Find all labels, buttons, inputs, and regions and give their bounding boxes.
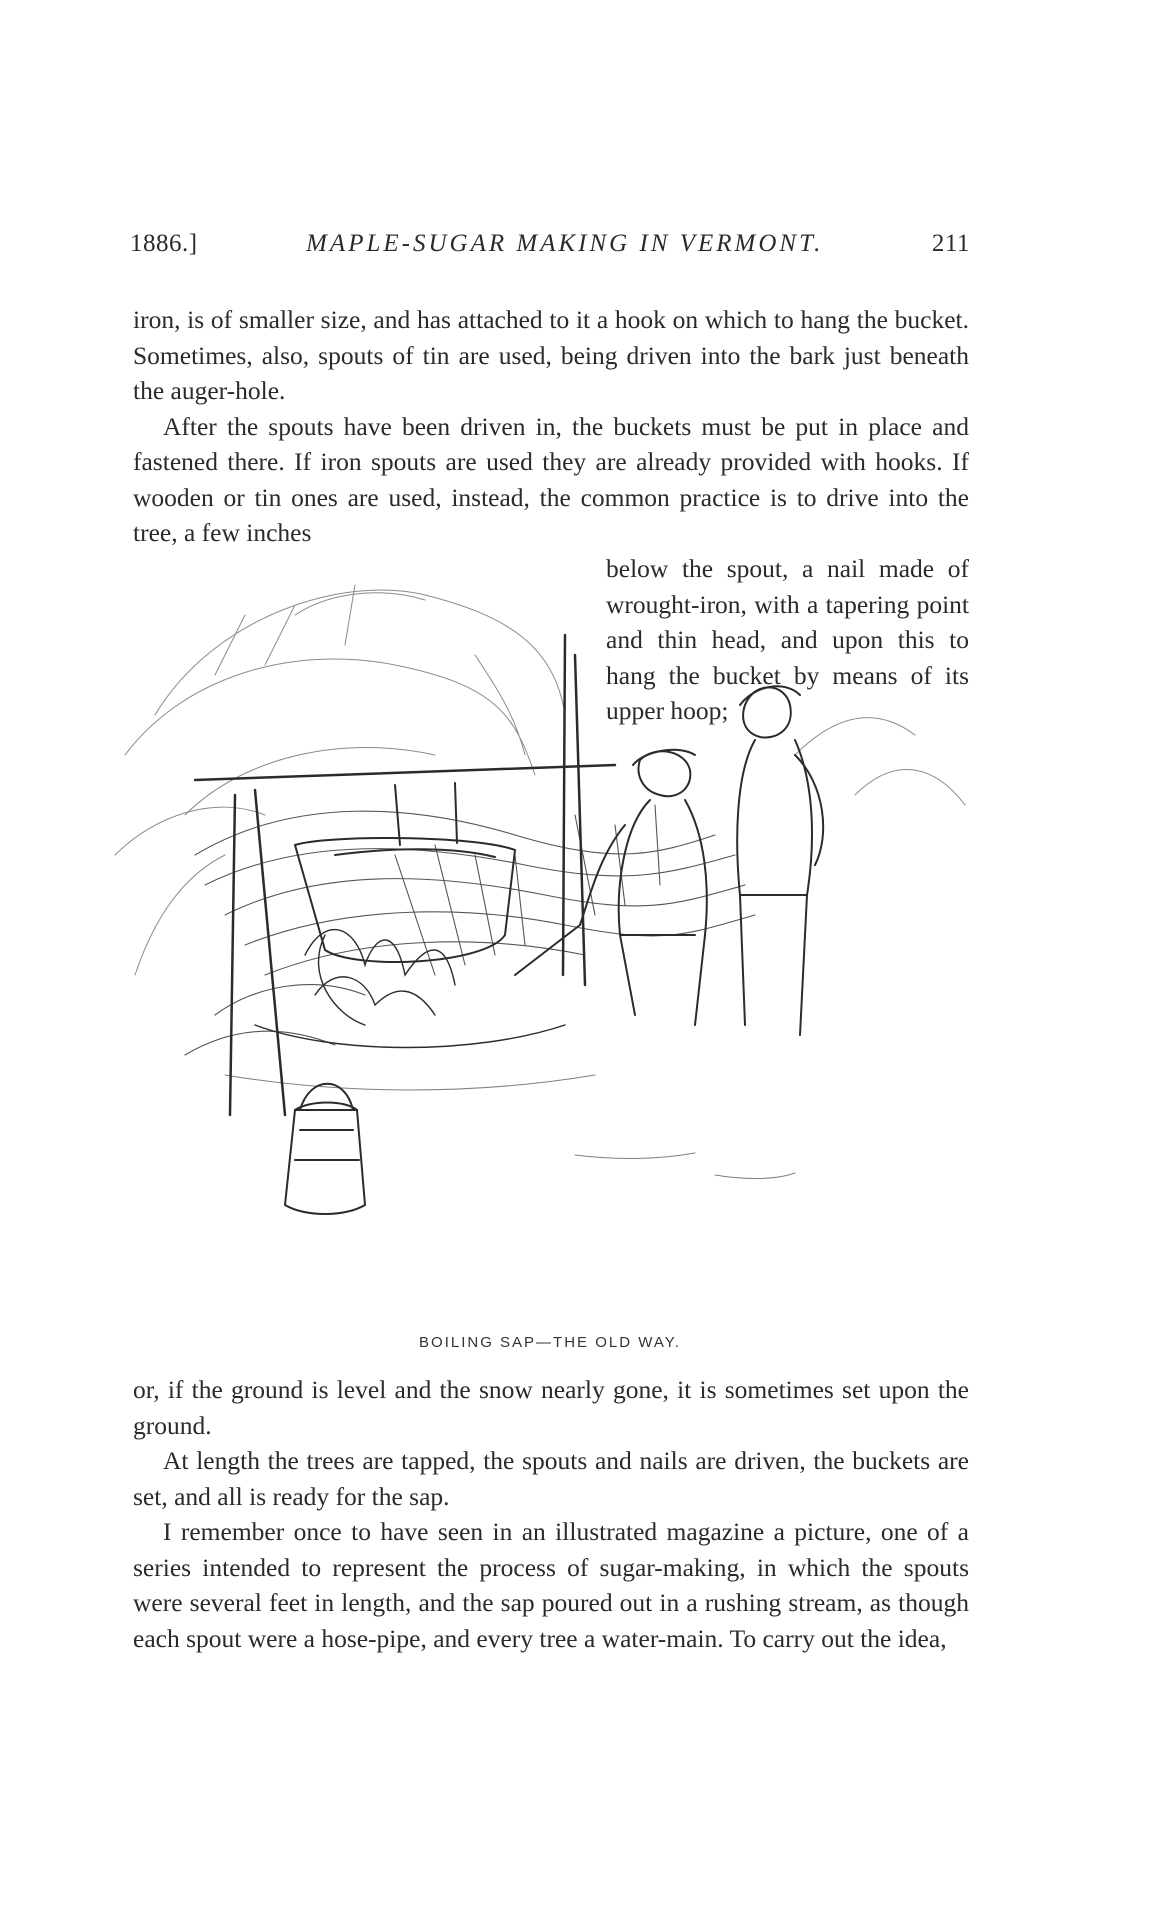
figure-caption: BOILING SAP—THE OLD WAY. bbox=[419, 1334, 681, 1351]
illustration-boiling-sap bbox=[95, 555, 1025, 1345]
background-foliage bbox=[115, 585, 965, 975]
paragraph-wrap: below the spout, a nail made of wrought-iron, with a tapering point and thin head, and upon this to hang the bucket by means of its upper hoop; bbox=[606, 554, 969, 725]
boy-right bbox=[737, 686, 823, 1035]
fire bbox=[255, 930, 565, 1048]
kettle bbox=[295, 783, 515, 962]
text-block-bottom bbox=[133, 1372, 969, 1656]
header-year: 1886.] bbox=[130, 230, 198, 257]
sap-bucket bbox=[285, 1084, 365, 1214]
page-number: 211 bbox=[931, 230, 970, 257]
header-title: MAPLE-SUGAR MAKING IN VERMONT. bbox=[306, 230, 824, 257]
text-block-top bbox=[133, 302, 969, 551]
paragraph-4: At length the trees are tapped, the spouts and nails are driven, the buckets are set, and all is ready for the sap. bbox=[133, 1446, 969, 1511]
crane-poles bbox=[195, 635, 615, 1115]
paragraph-3: or, if the ground is level and the snow nearly gone, it is sometimes set upon the ground. bbox=[133, 1375, 969, 1440]
paragraph-2: After the spouts have been driven in, the buckets must be put in place and fastened there. If iron spouts are used they are already provided with hooks. If wooden or tin ones are used, instead, the common practice is to drive into the tree, a few inches bbox=[133, 411, 969, 547]
running-head bbox=[130, 230, 970, 258]
paragraph-5: I remember once to have seen in an illustrated magazine a picture, one of a series intended to represent the process of sugar-making, in which the spouts were several feet in length, and the sap poured out in a rushing stream, as though each spout were a hose-pipe, and every tree a water-main. To carry out the idea, bbox=[133, 1517, 969, 1653]
boy-left bbox=[515, 750, 707, 1025]
paragraph-1: iron, is of smaller size, and has attached to it a hook on which to hang the bucket. Sometimes, also, spouts of tin are used, being driven into the bark just beneath the auger-hole. bbox=[133, 305, 969, 405]
